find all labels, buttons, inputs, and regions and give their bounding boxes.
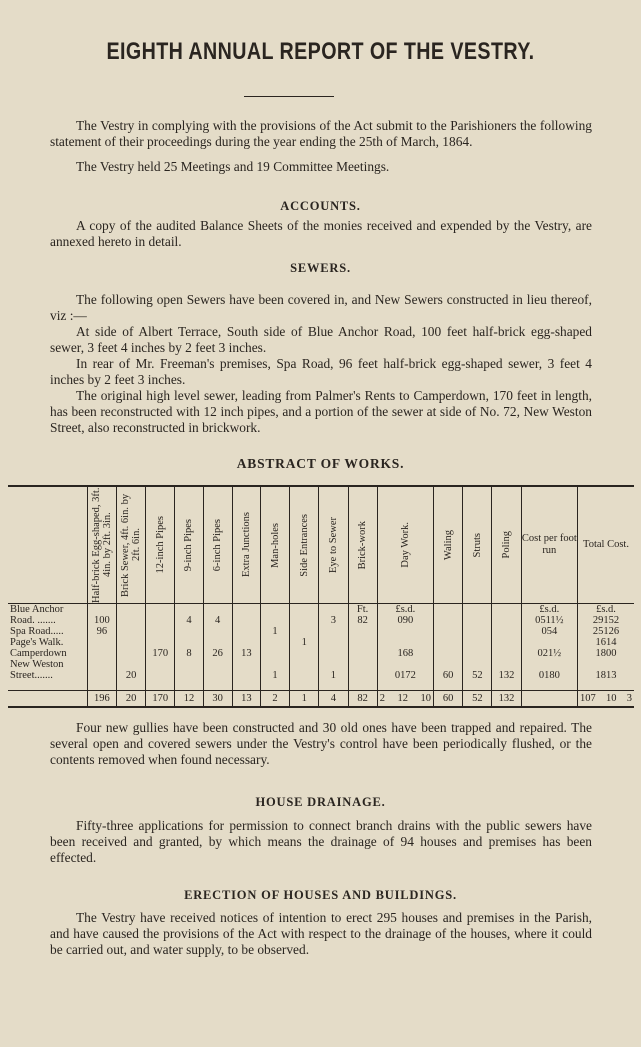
sewers-paragraph: In rear of Mr. Freeman's premises, Spa Road, 96 feet half-brick egg-shaped sewer, 3 feet 4 inches by 2 feet 3 inches.	[50, 356, 592, 387]
money-part: 0	[541, 626, 547, 637]
table-cell-value	[494, 648, 518, 659]
abstract-of-works-table	[8, 485, 634, 708]
table-cell-value	[465, 626, 489, 637]
totals-label-cell	[8, 691, 87, 708]
table-cell-value	[494, 604, 518, 615]
title-rule	[244, 96, 334, 97]
brickwork-cell	[348, 604, 377, 691]
table-cell-value	[148, 670, 172, 681]
money-part: 5	[540, 615, 546, 626]
half-brick-cell	[87, 604, 116, 691]
money-part: 17	[400, 670, 411, 681]
money-line	[580, 659, 632, 670]
money-part: 0	[538, 670, 545, 681]
row-labels-cell	[8, 604, 87, 691]
column-header	[290, 486, 319, 604]
sewers-paragraph: The following open Sewers have been covered in, and New Sewers constructed in lieu thereof, viz :—	[50, 292, 592, 323]
column-header-label: Eye to Sewer	[327, 517, 339, 573]
table-cell-value	[436, 626, 460, 637]
meetings-paragraph: The Vestry held 25 Meetings and 19 Committee Meetings.	[76, 159, 390, 174]
table-cell-value	[235, 604, 258, 615]
column-header-label: Man-holes	[269, 522, 281, 568]
total-value: 52	[463, 691, 492, 708]
pipes9-values	[177, 604, 200, 681]
table-cell-value	[235, 615, 258, 626]
money-line	[380, 670, 431, 681]
table-cell-value	[177, 604, 200, 615]
total-value: 170	[146, 691, 175, 708]
sewers-paragraph: At side of Albert Terrace, South side of Blue Anchor Road, 100 feet half-brick egg-shaped sewer, 3 feet 4 inches by 2 feet 3 inches.	[50, 324, 592, 355]
sewers-heading: SEWERS.	[290, 261, 351, 275]
table-cell-value	[292, 626, 316, 637]
column-header	[203, 486, 232, 604]
table-cell-value	[148, 615, 172, 626]
table-cell-value	[148, 626, 172, 637]
table-cell-value	[119, 604, 143, 615]
column-header-label: Side Entrances	[298, 513, 310, 577]
money-unit: £	[539, 604, 545, 615]
money-part: 12	[603, 626, 614, 637]
table-cell-value	[119, 637, 143, 648]
money-line	[380, 604, 431, 615]
row-label: Blue Anchor	[10, 604, 64, 615]
day-work-total	[380, 693, 431, 704]
money-unit: s.	[400, 604, 408, 615]
money-line	[524, 659, 575, 670]
money-line	[524, 648, 575, 659]
money-unit: d.	[608, 604, 616, 615]
table-cell-value	[465, 615, 489, 626]
money-part: 2	[410, 670, 416, 681]
total-value: 30	[203, 691, 232, 708]
table-cell-value	[321, 659, 345, 670]
total-value: 82	[348, 691, 377, 708]
waling-cell	[434, 604, 463, 691]
money-line	[580, 648, 632, 659]
house-drainage-heading: HOUSE DRAINAGE.	[255, 795, 386, 809]
money-part: 25	[592, 626, 604, 637]
table-cell-value	[148, 604, 172, 615]
erection-paragraph: The Vestry have received notices of intention to erect 295 houses and premises in the Parish, and have caused the provisions of the Act with respect to the drainage of the houses, where it could be carried out, and water supply, to be observed.	[50, 910, 592, 957]
table-cell-value	[235, 626, 258, 637]
total-value: 12	[175, 691, 203, 708]
money-part: 0	[537, 648, 543, 659]
brickwork-value: 82	[357, 615, 368, 626]
pipes6-cell	[203, 604, 232, 691]
table-cell-value	[263, 615, 287, 626]
money-part: 0	[611, 648, 617, 659]
column-header	[434, 486, 463, 604]
money-part: 1	[605, 670, 612, 681]
money-part: 18	[595, 648, 606, 659]
money-part: 15	[603, 615, 614, 626]
table-cell-value	[494, 615, 518, 626]
table-cell-value: 26	[212, 648, 223, 659]
money-part: 10	[605, 693, 617, 704]
table-cell-value	[90, 670, 114, 681]
money-line	[580, 670, 632, 681]
money-part: 107	[579, 693, 596, 704]
column-header	[175, 486, 203, 604]
cost-per-foot-cell	[521, 604, 577, 691]
column-header-label: Half-brick Egg-shaped, 3ft. 4in. by 2ft. 3in.	[90, 487, 113, 603]
money-part: 1½	[548, 648, 562, 659]
table-cell-value	[465, 648, 489, 659]
sewers-paragraph: The original high level sewer, leading from Palmer's Rents to Camperdown, 170 feet in length, has been reconstructed with 12 inch pipes, and a portion of the sewer at side of No. 72, New Weston Street, also reconstructed in brickwork.	[50, 388, 592, 435]
cost-per-foot-values	[524, 604, 575, 681]
table-cell-value	[177, 626, 200, 637]
struts-cell	[463, 604, 492, 691]
column-header	[463, 486, 492, 604]
table-cell-value	[321, 648, 345, 659]
accounts-paragraph: A copy of the audited Balance Sheets of the monies received and expended by the Vestry, are annexed hereto in detail.	[50, 218, 592, 249]
money-unit: £	[395, 604, 401, 615]
house-drainage-paragraph: Fifty-three applications for permission to connect branch drains with the public sewers have been received and granted, by which means the drainage of 94 houses and premises has been effected.	[50, 818, 592, 865]
money-part: 2	[613, 615, 620, 626]
table-cell-value	[465, 637, 489, 648]
pipes6-values	[206, 604, 230, 681]
table-cell-value: 170	[152, 648, 169, 659]
table-cell-value	[263, 648, 287, 659]
table-cell-value	[494, 659, 518, 670]
table-cell-value: 96	[96, 626, 108, 637]
table-cell-value: 1	[272, 626, 278, 637]
table-cell-value	[436, 615, 460, 626]
money-part: 18	[595, 670, 606, 681]
money-part: 16	[595, 637, 606, 648]
row-label: Street.......	[10, 670, 53, 681]
row-labels	[10, 604, 85, 681]
table-cell-value	[235, 637, 258, 648]
money-part: 0	[397, 615, 403, 626]
table-cell-value	[292, 604, 316, 615]
day-work-values	[380, 604, 431, 681]
eye-values	[321, 604, 345, 681]
table-cell-value	[206, 670, 230, 681]
table-cell-value	[436, 659, 460, 670]
table-cell-value	[235, 670, 258, 681]
side-entrances-values	[292, 604, 316, 681]
pipes12-values	[148, 604, 172, 681]
table-cell-value	[90, 604, 114, 615]
table-cell-value	[263, 604, 287, 615]
money-part: 12	[397, 693, 408, 704]
table-cell-value	[465, 659, 489, 670]
column-header	[521, 486, 577, 604]
total-money	[577, 691, 634, 708]
table-cell-value	[292, 615, 316, 626]
table-cell-value	[119, 626, 143, 637]
brick-sewer-cell	[116, 604, 145, 691]
money-line	[580, 626, 632, 637]
money-line	[580, 604, 632, 615]
accounts-block	[50, 218, 592, 250]
side-entrances-cell	[290, 604, 319, 691]
money-line	[524, 604, 575, 615]
total-value: 4	[319, 691, 348, 708]
money-part: 6	[613, 626, 620, 637]
table-cell-value: 100	[94, 615, 110, 626]
column-header	[146, 486, 175, 604]
total-value: 132	[492, 691, 521, 708]
money-part: 0	[394, 670, 401, 681]
table-cell-value	[263, 659, 287, 670]
table-cell-value: 4	[215, 615, 221, 626]
table-cell-value	[177, 659, 200, 670]
table-cell-value	[494, 626, 518, 637]
gullies-block	[50, 720, 592, 768]
column-header-label: 9-inch Pipes	[183, 518, 195, 572]
pipes12-cell	[146, 604, 175, 691]
column-header	[319, 486, 348, 604]
house-drainage-block	[50, 818, 592, 866]
column-header-label: Cost per foot run	[521, 533, 577, 556]
column-header	[260, 486, 289, 604]
money-unit: £	[596, 604, 602, 615]
sewers-block	[50, 292, 592, 436]
table-cell-value: 1	[330, 670, 337, 681]
day-work-cell	[377, 604, 433, 691]
row-label: Page's Walk.	[10, 637, 64, 648]
gullies-paragraph: Four new gullies have been constructed and 30 old ones have been trapped and repaired. The several open and covered sewers under the Vestry's control have been periodically flushed, or the contents removed when found necessary.	[50, 720, 592, 767]
table-header-row	[8, 486, 634, 604]
money-line	[380, 637, 431, 648]
money-line	[380, 659, 431, 670]
table-cell-value	[148, 637, 172, 648]
manholes-values	[263, 604, 287, 681]
money-part: 4	[551, 626, 558, 637]
table-cell-value	[206, 604, 230, 615]
table-cell-value	[206, 637, 230, 648]
money-line	[524, 626, 575, 637]
brickwork-values	[351, 604, 375, 626]
waling-values	[436, 604, 460, 681]
total-value: 2	[260, 691, 289, 708]
page-title: EIGHTH ANNUAL REPORT OF THE VESTRY.	[106, 38, 535, 65]
money-line	[524, 670, 575, 681]
column-header	[577, 486, 634, 604]
money-part: 8	[408, 648, 414, 659]
column-header	[116, 486, 145, 604]
total-cost-values	[580, 604, 632, 681]
money-part: 2	[542, 648, 548, 659]
total-value	[521, 691, 577, 708]
intro-block	[50, 118, 592, 175]
half-brick-values	[90, 604, 114, 681]
table-cell-value: 4	[186, 615, 192, 626]
total-value: 60	[434, 691, 463, 708]
table-cell-value	[177, 637, 200, 648]
table-cell-value	[206, 659, 230, 670]
total-value: 13	[232, 691, 260, 708]
column-header	[348, 486, 377, 604]
money-part: 1	[605, 637, 612, 648]
column-header-label: Waling	[442, 529, 454, 561]
money-line	[380, 648, 431, 659]
money-unit: d.	[551, 604, 560, 615]
column-header	[492, 486, 521, 604]
table-cell-value: 20	[125, 670, 137, 681]
table-cell-value	[321, 637, 345, 648]
eye-cell	[319, 604, 348, 691]
money-part: 0	[605, 648, 612, 659]
column-header	[87, 486, 116, 604]
erection-heading: ERECTION OF HOUSES AND BUILDINGS.	[184, 888, 457, 902]
money-line	[524, 615, 575, 626]
column-header-label: Extra Junctions	[240, 512, 252, 578]
table-cell-value	[494, 637, 518, 648]
total-value: 20	[116, 691, 145, 708]
table-totals-row	[8, 691, 634, 708]
money-part: 1	[397, 648, 403, 659]
total-cost-total	[580, 693, 632, 704]
table-cell-value	[321, 626, 345, 637]
table-cell-value: 1	[301, 637, 307, 648]
column-header-label: Struts	[471, 532, 483, 558]
table-cell-value	[90, 637, 114, 648]
table-cell-value	[235, 659, 258, 670]
table-cell-value	[292, 659, 316, 670]
money-part: 11½	[545, 615, 564, 626]
table-cell-value	[177, 670, 200, 681]
table-cell-value	[148, 659, 172, 670]
table-cell-value	[465, 604, 489, 615]
column-header-label: Poling	[501, 531, 513, 559]
money-line	[380, 626, 431, 637]
money-part: 3	[626, 693, 632, 704]
erection-block	[50, 910, 592, 958]
total-cost-cell	[577, 604, 634, 691]
table-cell-value	[436, 648, 460, 659]
brickwork-unit: Ft.	[356, 604, 369, 615]
table-cell-value	[90, 659, 114, 670]
table-cell-value	[119, 648, 143, 659]
table-body-row	[8, 604, 634, 691]
table-cell-value	[119, 615, 143, 626]
total-money	[377, 691, 433, 708]
table-cell-value: 60	[442, 670, 454, 681]
row-label: Road. .......	[10, 615, 56, 626]
table-cell-value	[292, 648, 316, 659]
row-label: New Weston	[10, 659, 64, 670]
table-header-blank	[8, 486, 87, 604]
table-cell-value	[206, 626, 230, 637]
junctions-values	[235, 604, 258, 681]
table-cell-value: 3	[330, 615, 337, 626]
column-header-label: Day Work.	[399, 522, 411, 568]
money-line	[580, 637, 632, 648]
money-part: 0	[535, 615, 541, 626]
column-header	[377, 486, 433, 604]
table-cell-value	[321, 604, 345, 615]
poling-values	[494, 604, 518, 681]
table-cell-value	[90, 648, 114, 659]
money-line	[580, 615, 632, 626]
brick-sewer-values	[119, 604, 143, 681]
pipes9-cell	[175, 604, 203, 691]
column-header-label: Brick-work	[357, 520, 369, 570]
money-part: 29	[592, 615, 604, 626]
money-part: 6	[402, 648, 408, 659]
row-label: Spa Road.....	[10, 626, 64, 637]
table-cell-value: 52	[472, 670, 483, 681]
money-part: 9	[402, 615, 408, 626]
column-header	[232, 486, 260, 604]
table-cell-value	[119, 659, 143, 670]
money-part: 10	[420, 693, 432, 704]
poling-cell	[492, 604, 521, 691]
accounts-heading: ACCOUNTS.	[280, 199, 361, 213]
money-part: 0	[408, 615, 414, 626]
table-cell-value	[436, 604, 460, 615]
money-unit: s.	[544, 604, 552, 615]
money-part: 2	[379, 693, 385, 704]
table-cell-value: 8	[186, 648, 192, 659]
money-line	[380, 615, 431, 626]
abstract-heading: ABSTRACT OF WORKS.	[236, 456, 405, 471]
money-line	[524, 637, 575, 648]
money-part: 4	[611, 637, 617, 648]
column-header-label: Total Cost.	[583, 539, 629, 550]
row-label: Camperdown	[10, 648, 67, 659]
junctions-cell	[232, 604, 260, 691]
money-part: 18	[544, 670, 555, 681]
table-cell-value	[263, 637, 287, 648]
table-cell-value	[436, 637, 460, 648]
table-cell-value: 13	[241, 648, 252, 659]
table-cell-value: 132	[498, 670, 515, 681]
money-part: 5	[546, 626, 552, 637]
money-unit: d.	[407, 604, 416, 615]
table-cell-value: 1	[272, 670, 278, 681]
manholes-cell	[260, 604, 289, 691]
total-value: 196	[87, 691, 116, 708]
intro-paragraph: The Vestry in complying with the provisions of the Act submit to the Parishioners the following statement of their proceedings during the year ending the 25th of March, 1864.	[50, 118, 592, 149]
money-part: 3	[611, 670, 617, 681]
total-value: 1	[290, 691, 319, 708]
table-cell-value	[292, 670, 316, 681]
column-header-label: 12-inch Pipes	[154, 516, 166, 574]
money-unit: s.	[601, 604, 609, 615]
money-part: 0	[554, 670, 560, 681]
column-header-label: Brick Sewer, 4ft. 6in. by 2ft. 6in.	[120, 493, 143, 597]
column-header-label: 6-inch Pipes	[212, 518, 224, 572]
struts-values	[465, 604, 489, 681]
